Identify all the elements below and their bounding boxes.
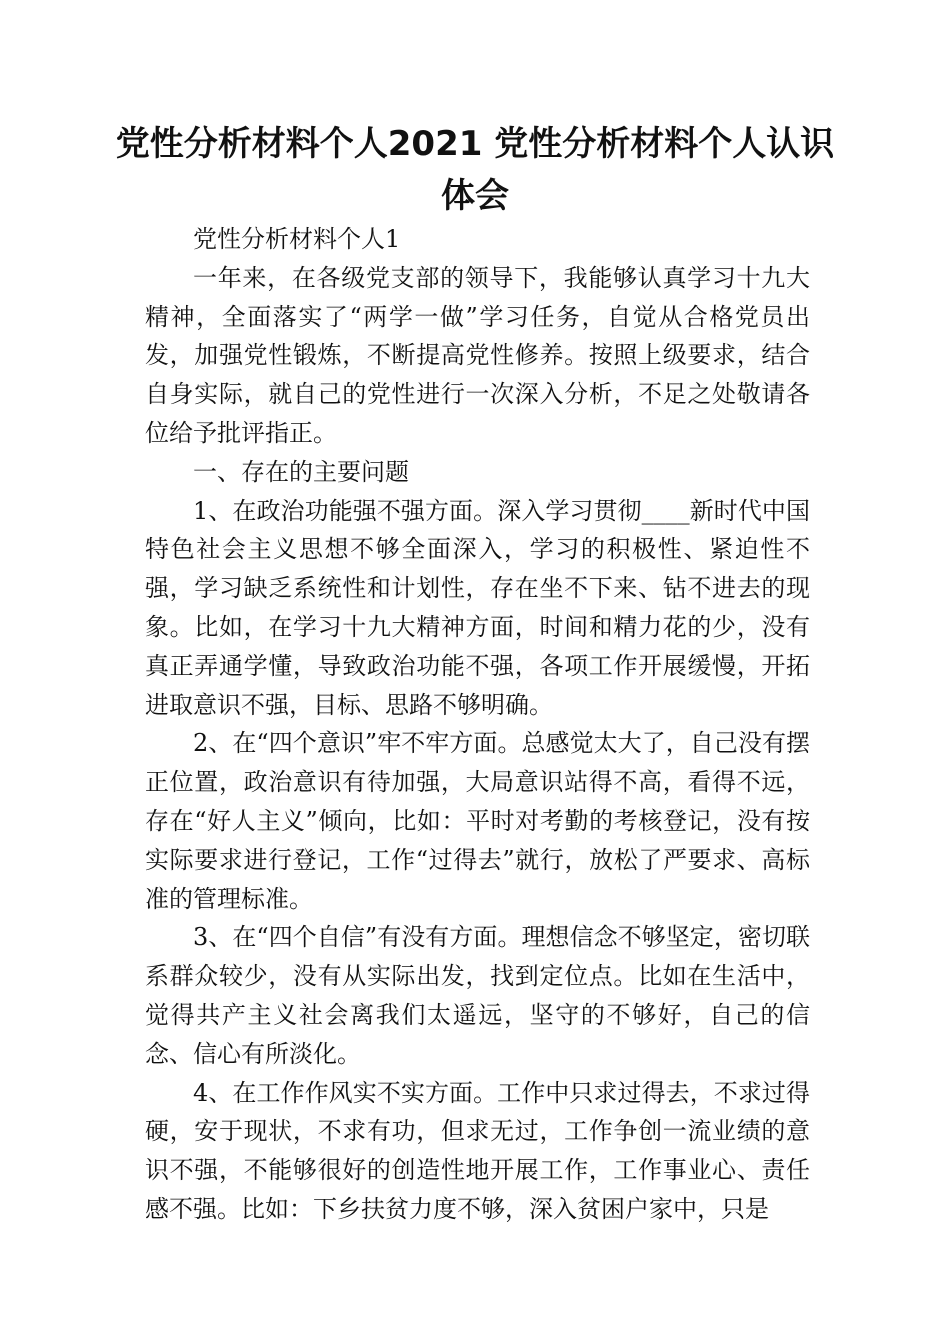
paragraph: 2、在“四个意识”牢不牢方面。总感觉太大了，自己没有摆正位置，政治意识有待加强，大局意识站得不高，看得不远，存在“好人主义”倾向，比如：平时对考勤的考核登记，没有按实际要求进行登记，工作“过得去”就行，放松了严要求、高标准的管理标准。 [145,729,810,913]
section-heading: 党性分析材料个人1 [193,225,401,253]
document-title: 党性分析材料个人2021 党性分析材料个人认识体会 [115,124,835,216]
paragraph: 1、在政治功能强不强方面。深入学习贯彻____新时代中国特色社会主义思想不够全面深入，学习的积极性、紧迫性不强，学习缺乏系统性和计划性，存在坐不下来、钻不进去的现象。比如，在学习十九大精神方面，时间和精力花的少，没有真正弄通学懂，导致政治功能不强，各项工作开展缓慢，开拓进取意识不强，目标、思路不够明确。 [145,496,810,719]
document-body [145,220,810,1229]
paragraph: 4、在工作作风实不实方面。工作中只求过得去，不求过得硬，安于现状，不求有功，但求无过，工作争创一流业绩的意识不强，不能够很好的创造性地开展工作，工作事业心、责任感不强。比如：下乡扶贫力度不够，深入贫困户家中，只是 [145,1078,810,1223]
paragraph: 3、在“四个自信”有没有方面。理想信念不够坚定，密切联系群众较少，没有从实际出发，找到定位点。比如在生活中，觉得共产主义社会离我们太遥远，坚守的不够好，自己的信念、信心有所淡化。 [145,923,810,1068]
section-heading: 一、存在的主要问题 [193,457,409,486]
paragraph: 一年来，在各级党支部的领导下，我能够认真学习十九大精神，全面落实了“两学一做”学习任务，自觉从合格党员出发，加强党性锻炼，不断提高党性修养。按照上级要求，结合自身实际，就自己的党性进行一次深入分析，不足之处敬请各位给予批评指正。 [145,263,810,447]
